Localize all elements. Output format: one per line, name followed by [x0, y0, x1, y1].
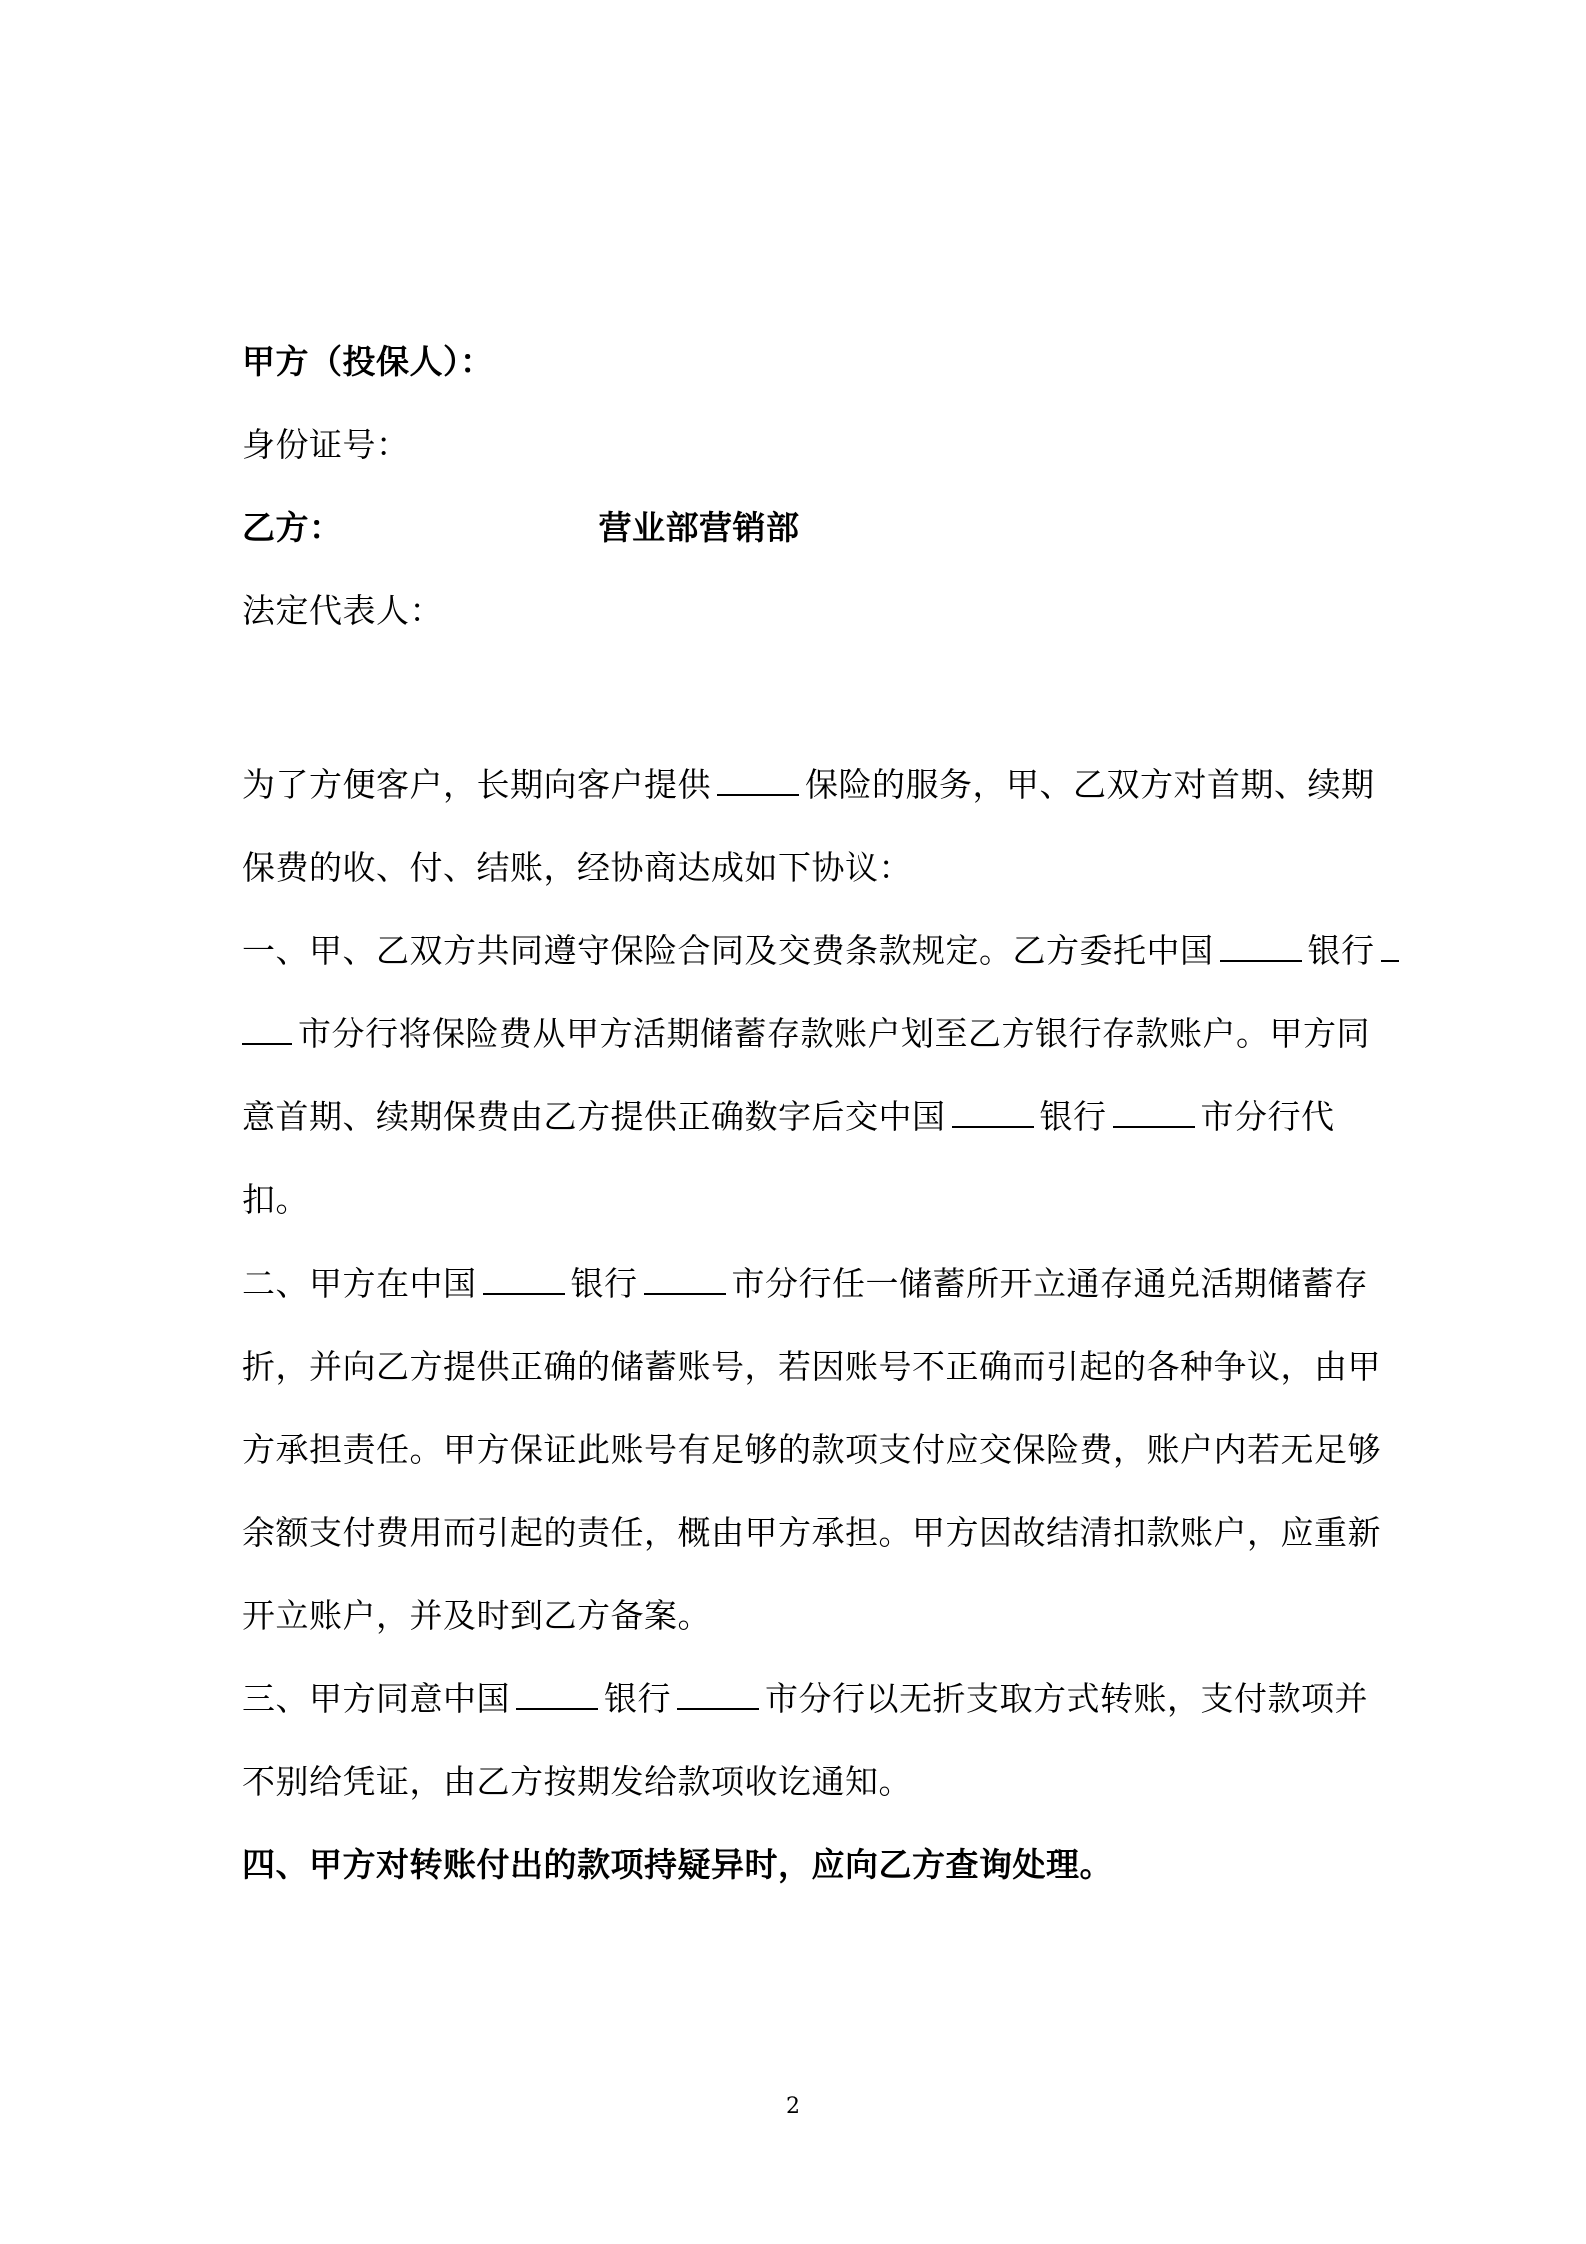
blank-field [1220, 930, 1302, 962]
clause-1-line-3: 意首期、续期保费由乙方提供正确数字后交中国 银行 市分行代 [242, 1097, 1335, 1136]
blank-field [1113, 1096, 1195, 1128]
clause-3-line-2: 不别给凭证，由乙方按期发给款项收讫通知。 [242, 1762, 912, 1801]
blank-field [242, 1013, 292, 1045]
party-a-label: 甲方（投保人）： [242, 342, 494, 381]
legal-representative-label: 法定代表人： [242, 591, 443, 630]
clause-2-line-2: 折，并向乙方提供正确的储蓄账号，若因账号不正确而引起的各种争议，由甲 [242, 1347, 1381, 1386]
blank-field [516, 1678, 598, 1710]
blank-field [644, 1263, 726, 1295]
clause-1-line-4: 扣。 [242, 1180, 309, 1219]
blank-field [483, 1263, 565, 1295]
clause-2-line-3: 方承担责任。甲方保证此账号有足够的款项支付应交保险费，账户内若无足够 [242, 1430, 1381, 1469]
clause-2-line-1: 二、甲方在中国 银行 市分行任一储蓄所开立通存通兑活期储蓄存 [242, 1264, 1368, 1303]
party-b-label: 乙方： [242, 508, 343, 547]
clause-4-line-1: 四、甲方对转账付出的款项持疑异时，应向乙方查询处理。 [242, 1845, 1113, 1884]
clause-2-line-5: 开立账户，并及时到乙方备案。 [242, 1596, 711, 1635]
clause-2-line-4: 余额支付费用而引起的责任，概由甲方承担。甲方因故结清扣款账户，应重新 [242, 1513, 1381, 1552]
clause-3-line-1: 三、甲方同意中国 银行 市分行以无折支取方式转账，支付款项并 [242, 1679, 1368, 1718]
blank-field [717, 764, 799, 796]
page-number: 2 [786, 2094, 800, 2119]
party-b-department: 营业部营销部 [598, 508, 800, 547]
intro-line-2: 保费的收、付、结账，经协商达成如下协议： [242, 848, 912, 887]
clause-1-line-1: 一、甲、乙双方共同遵守保险合同及交费条款规定。乙方委托中国 银行 [242, 929, 1399, 973]
party-b-line [242, 506, 800, 550]
blank-field [677, 1678, 759, 1710]
blank-field [1381, 930, 1399, 962]
clause-1-line-2: 市分行将保险费从甲方活期储蓄存款账户划至乙方银行存款账户。甲方同 [242, 1012, 1370, 1056]
intro-line-1: 为了方便客户，长期向客户提供 保险的服务，甲、乙双方对首期、续期 [242, 765, 1375, 804]
id-number-label: 身份证号： [242, 425, 410, 464]
blank-field [952, 1096, 1034, 1128]
